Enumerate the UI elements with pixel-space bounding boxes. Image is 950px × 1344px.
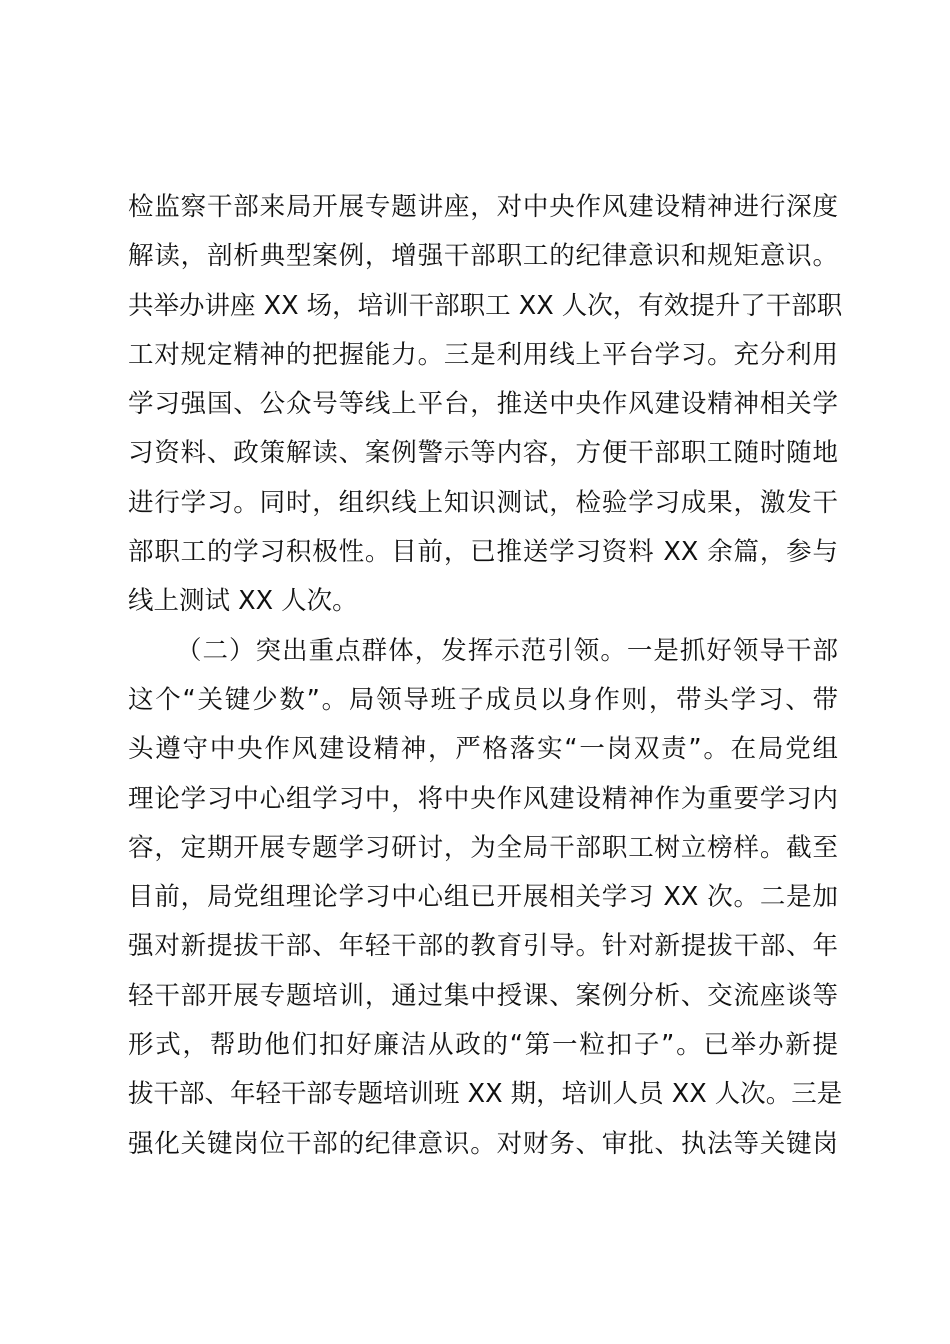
text-line: 轻干部开展专题培训，通过集中授课、案例分析、交流座谈等 bbox=[128, 980, 838, 1011]
text-line: 进行学习。同时，组织线上知识测试，检验学习成果，激发干 bbox=[128, 487, 838, 518]
text-line: 头遵守中央作风建设精神，严格落实“一岗双责”。在局党组 bbox=[128, 734, 838, 765]
text-line: 部职工的学习积极性。目前，已推送学习资料 XX 余篇，参与 bbox=[128, 537, 838, 568]
text-line: 习资料、政策解读、案例警示等内容，方便干部职工随时随地 bbox=[128, 438, 838, 469]
text-line: 强化关键岗位干部的纪律意识。对财务、审批、执法等关键岗 bbox=[128, 1128, 838, 1159]
body-text bbox=[128, 183, 843, 1169]
text-line: 学习强国、公众号等线上平台，推送中央作风建设精神相关学 bbox=[128, 389, 838, 420]
text-line: 理论学习中心组学习中，将中央作风建设精神作为重要学习内 bbox=[128, 783, 838, 814]
text-line: 形式，帮助他们扣好廉洁从政的“第一粒扣子”。已举办新提 bbox=[128, 1030, 838, 1061]
text-line: 这个“关键少数”。局领导班子成员以身作则，带头学习、带 bbox=[128, 684, 838, 715]
text-line: 共举办讲座 XX 场，培训干部职工 XX 人次，有效提升了干部职 bbox=[128, 290, 843, 321]
text-line: 目前，局党组理论学习中心组已开展相关学习 XX 次。二是加 bbox=[128, 882, 838, 913]
text-line: 拔干部、年轻干部专题培训班 XX 期，培训人员 XX 人次。三是 bbox=[128, 1079, 843, 1110]
section-heading-line: （二）突出重点群体，发挥示范引领。一是抓好领导干部 bbox=[176, 635, 838, 666]
paragraph-end-line: 线上测试 XX 人次。 bbox=[128, 586, 358, 617]
text-line: 解读，剖析典型案例，增强干部职工的纪律意识和规矩意识。 bbox=[128, 241, 838, 272]
text-line: 检监察干部来局开展专题讲座，对中央作风建设精神进行深度 bbox=[128, 192, 838, 222]
text-line: 工对规定精神的把握能力。三是利用线上平台学习。充分利用 bbox=[128, 339, 838, 370]
text-line: 强对新提拔干部、年轻干部的教育引导。针对新提拔干部、年 bbox=[128, 931, 838, 962]
text-line: 容，定期开展专题学习研讨，为全局干部职工树立榜样。截至 bbox=[128, 832, 838, 863]
